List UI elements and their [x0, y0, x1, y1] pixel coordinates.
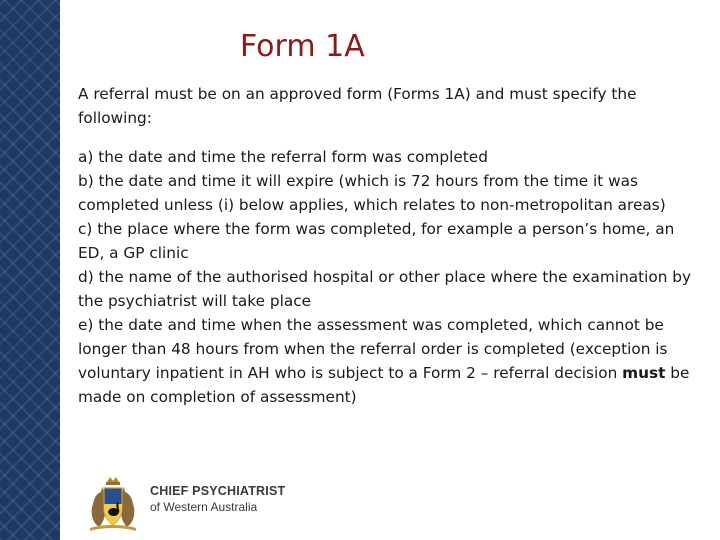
decorative-side-band — [0, 0, 60, 540]
list-item-c: c) the place where the form was completed, for example a person’s home, an ED, a GP clinic — [78, 220, 675, 262]
slide-title: Form 1A — [240, 29, 365, 64]
intro-paragraph: A referral must be on an approved form (Forms 1A) and must specify the following: — [78, 85, 637, 127]
logo-name: CHIEF PSYCHIATRIST — [150, 484, 286, 498]
slide-body — [78, 82, 700, 409]
item-e-text: e) the date and time when the assessment was completed, which cannot be longer than 48 hours from when the referral order is completed (exception is voluntary inpatient in AH who is subject to a Form 2 – referral decision — [78, 316, 668, 382]
chief-psychiatrist-logo — [84, 474, 324, 534]
list-item-d: d) the name of the authorised hospital or other place where the examination by the psychiatrist will take place — [78, 268, 692, 310]
wa-coat-of-arms-icon — [84, 474, 142, 534]
item-e-text-end: be made on completion of assessment) — [78, 364, 690, 406]
logo-subtitle: of Western Australia — [150, 500, 258, 514]
list-item-b: b) the date and time it will expire (which is 72 hours from the time it was completed unless (i) below applies, which relates to non-metropolitan areas) — [78, 172, 666, 214]
list-item-e — [78, 313, 700, 409]
list-item-a: a) the date and time the referral form was completed — [78, 148, 488, 166]
item-e-emphasis: must — [622, 364, 666, 382]
